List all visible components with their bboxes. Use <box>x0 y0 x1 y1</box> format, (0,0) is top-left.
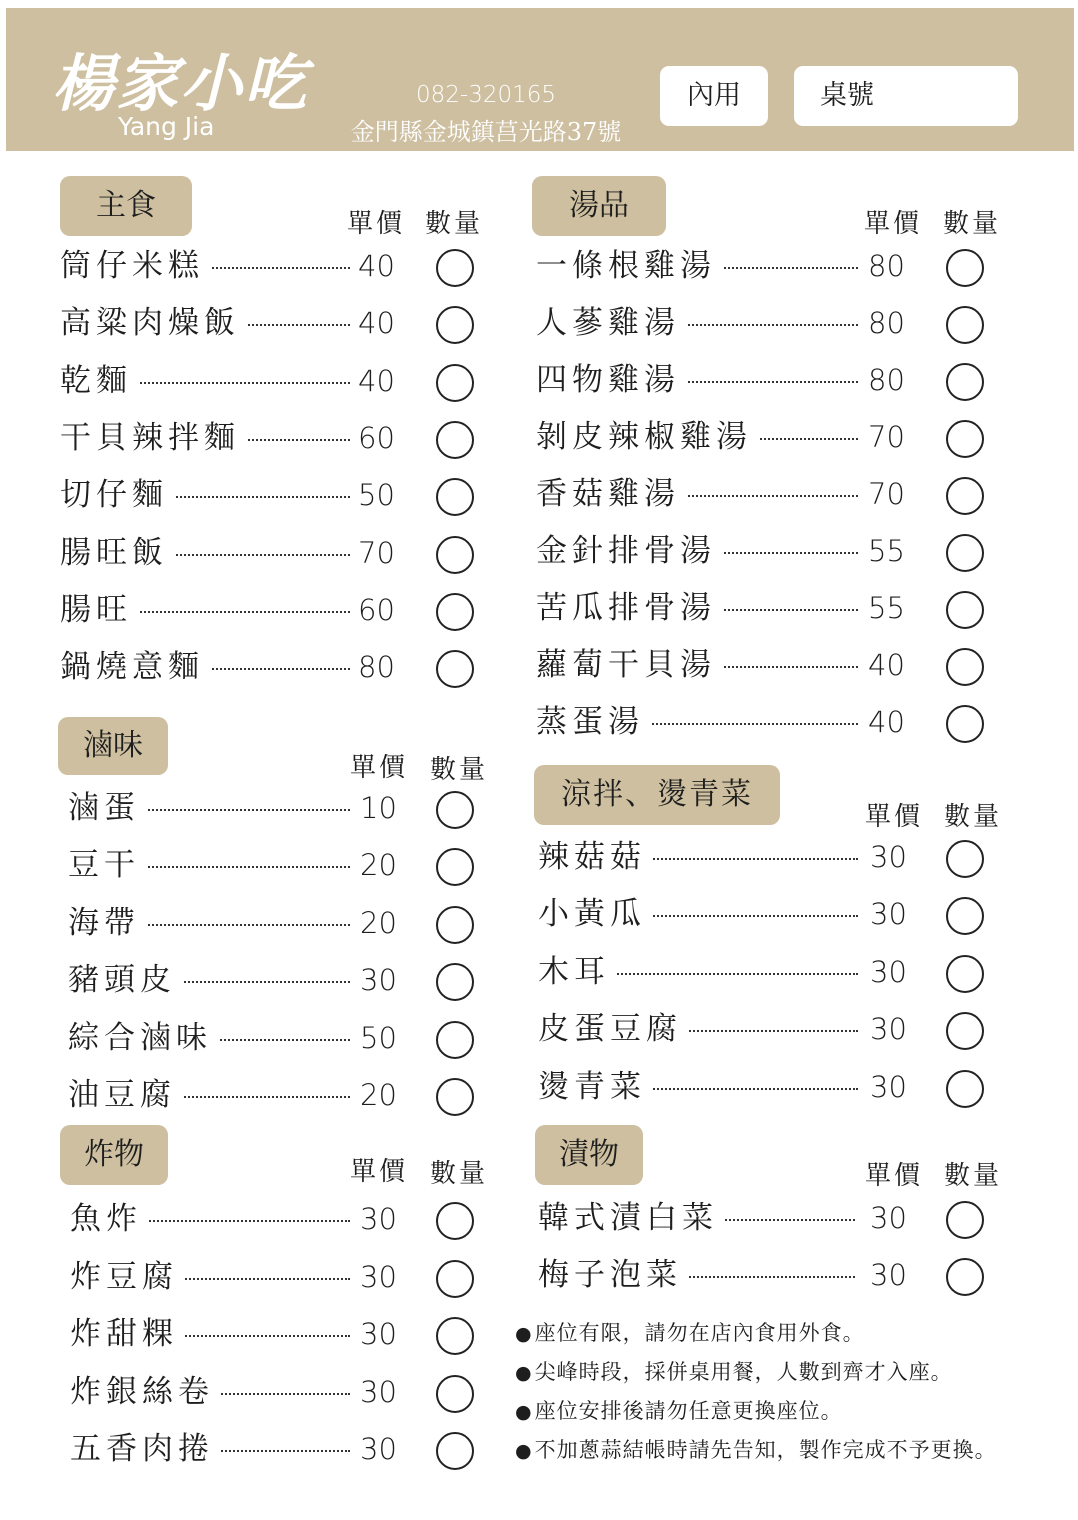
item-name: 高粱肉燥飯 <box>60 303 246 343</box>
quantity-circle[interactable] <box>946 249 984 287</box>
menu-item-row <box>538 1198 986 1238</box>
item-name: 腸旺 <box>60 590 138 630</box>
item-name: 蒸蛋湯 <box>536 702 650 742</box>
item-price: 70 <box>358 536 395 570</box>
menu-item-row <box>538 1009 986 1049</box>
price-header: 單價 <box>864 209 923 239</box>
menu-item-row <box>60 418 476 458</box>
menu-item-row <box>538 1067 986 1107</box>
item-price: 30 <box>870 955 907 989</box>
quantity-circle[interactable] <box>436 1021 474 1059</box>
menu-item-row <box>538 952 986 992</box>
item-price: 20 <box>360 1078 397 1112</box>
qty-header: 數量 <box>943 209 1002 239</box>
quantity-circle[interactable] <box>436 1078 474 1116</box>
item-price: 30 <box>360 1432 397 1466</box>
item-name: 綜合滷味 <box>68 1018 218 1058</box>
menu-item-row <box>60 361 476 401</box>
item-price: 50 <box>360 1021 397 1055</box>
menu-item-row <box>68 845 476 885</box>
item-price: 55 <box>868 534 905 568</box>
note-item: ●座位安排後請勿任意更換座位。 <box>515 1399 843 1423</box>
item-name: 乾麵 <box>60 361 138 401</box>
item-name: 魚炸 <box>70 1199 148 1239</box>
quantity-circle[interactable] <box>436 1260 474 1298</box>
item-name: 燙青菜 <box>538 1067 652 1107</box>
quantity-circle[interactable] <box>436 650 474 688</box>
quantity-circle[interactable] <box>436 848 474 886</box>
item-price: 40 <box>358 249 395 283</box>
item-name: 蘿蔔干貝湯 <box>536 645 722 685</box>
address: 金門縣金城鎮莒光路37號 <box>350 118 622 146</box>
logo-english: Yang Jia <box>118 112 215 141</box>
quantity-circle[interactable] <box>436 306 474 344</box>
qty-header: 數量 <box>430 755 489 785</box>
item-name: 韓式漬白菜 <box>538 1198 724 1238</box>
menu-item-row <box>60 533 476 573</box>
quantity-circle[interactable] <box>946 648 984 686</box>
item-name: 油豆腐 <box>68 1075 182 1115</box>
quantity-circle[interactable] <box>436 421 474 459</box>
quantity-circle[interactable] <box>436 791 474 829</box>
item-price: 30 <box>870 1012 907 1046</box>
item-name: 鍋燒意麵 <box>60 647 210 687</box>
menu-item-row <box>70 1429 476 1469</box>
menu-item-row <box>70 1372 476 1412</box>
item-price: 60 <box>358 421 395 455</box>
dot-leader <box>578 973 858 975</box>
menu-item-row <box>538 894 986 934</box>
menu-item-row <box>68 1018 476 1058</box>
menu-item-row <box>536 303 986 343</box>
menu-item-row <box>538 1255 986 1295</box>
item-name: 干貝辣拌麵 <box>60 418 246 458</box>
menu-item-row <box>536 417 986 457</box>
price-header: 單價 <box>865 1161 924 1191</box>
item-price: 30 <box>360 1202 397 1236</box>
section-title-soup: 湯品 <box>532 176 666 236</box>
quantity-circle[interactable] <box>436 1432 474 1470</box>
quantity-circle[interactable] <box>436 906 474 944</box>
quantity-circle[interactable] <box>946 705 984 743</box>
item-price: 80 <box>358 650 395 684</box>
quantity-circle[interactable] <box>436 249 474 287</box>
item-price: 80 <box>868 363 905 397</box>
quantity-circle[interactable] <box>946 534 984 572</box>
item-price: 20 <box>360 848 397 882</box>
dine-in-checkbox[interactable]: 內用 <box>660 66 768 126</box>
qty-header: 數量 <box>430 1159 489 1189</box>
item-price: 40 <box>868 705 905 739</box>
item-name: 金針排骨湯 <box>536 531 722 571</box>
menu-item-row <box>536 531 986 571</box>
quantity-circle[interactable] <box>946 955 984 993</box>
menu-item-row <box>68 788 476 828</box>
menu-item-row <box>536 246 986 286</box>
section-title-fried: 炸物 <box>60 1125 168 1185</box>
quantity-circle[interactable] <box>436 963 474 1001</box>
qty-header: 數量 <box>944 802 1003 832</box>
menu-item-row <box>536 360 986 400</box>
item-name: 滷蛋 <box>68 788 146 828</box>
menu-item-row <box>60 475 476 515</box>
table-number-field[interactable] <box>794 66 1018 126</box>
price-header: 單價 <box>865 802 924 832</box>
item-name: 苦瓜排骨湯 <box>536 588 722 628</box>
item-price: 80 <box>868 306 905 340</box>
qty-header: 數量 <box>425 209 484 239</box>
section-title-cold: 涼拌、燙青菜 <box>534 765 780 825</box>
item-name: 豆干 <box>68 845 146 885</box>
quantity-circle[interactable] <box>946 897 984 935</box>
phone-number: 082-320165 <box>416 82 556 108</box>
section-title-braised: 滷味 <box>58 717 168 775</box>
item-price: 30 <box>870 1201 907 1235</box>
quantity-circle[interactable] <box>436 364 474 402</box>
item-price: 30 <box>360 963 397 997</box>
section-title-pickled: 漬物 <box>535 1125 643 1185</box>
item-price: 30 <box>870 897 907 931</box>
menu-item-row <box>536 645 986 685</box>
item-name: 皮蛋豆腐 <box>538 1009 688 1049</box>
item-price: 30 <box>360 1375 397 1409</box>
menu-item-row <box>70 1314 476 1354</box>
item-name: 筒仔米糕 <box>60 246 210 286</box>
menu-item-row <box>60 590 476 630</box>
quantity-circle[interactable] <box>436 478 474 516</box>
item-name: 腸旺飯 <box>60 533 174 573</box>
menu-item-row <box>536 588 986 628</box>
section-title-main: 主食 <box>60 176 192 236</box>
menu-item-row <box>60 647 476 687</box>
quantity-circle[interactable] <box>946 591 984 629</box>
item-name: 梅子泡菜 <box>538 1255 688 1295</box>
item-name: 炸甜粿 <box>70 1314 184 1354</box>
item-name: 香菇雞湯 <box>536 474 686 514</box>
menu-item-row <box>68 1075 476 1115</box>
item-price: 50 <box>358 478 395 512</box>
quantity-circle[interactable] <box>946 420 984 458</box>
item-name: 小黃瓜 <box>538 894 652 934</box>
item-name: 炸豆腐 <box>70 1257 184 1297</box>
quantity-circle[interactable] <box>946 477 984 515</box>
quantity-circle[interactable] <box>946 1070 984 1108</box>
quantity-circle[interactable] <box>436 593 474 631</box>
item-name: 四物雞湯 <box>536 360 686 400</box>
price-header: 單價 <box>347 209 406 239</box>
item-name: 剝皮辣椒雞湯 <box>536 417 758 457</box>
item-price: 20 <box>360 906 397 940</box>
item-name: 五香肉捲 <box>70 1429 220 1469</box>
item-price: 30 <box>870 1070 907 1104</box>
item-price: 70 <box>868 477 905 511</box>
item-name: 木耳 <box>538 952 616 992</box>
quantity-circle[interactable] <box>946 306 984 344</box>
item-price: 10 <box>360 791 397 825</box>
price-header: 單價 <box>350 1157 409 1187</box>
note-item: ●不加蔥蒜結帳時請先告知，製作完成不予更換。 <box>515 1438 997 1462</box>
quantity-circle[interactable] <box>946 1201 984 1239</box>
item-name: 切仔麵 <box>60 475 174 515</box>
header-banner <box>6 8 1074 151</box>
quantity-circle[interactable] <box>946 1012 984 1050</box>
item-price: 70 <box>868 420 905 454</box>
note-item: ●尖峰時段，採併桌用餐，人數到齊才入座。 <box>515 1360 953 1384</box>
logo: 楊家小吃 <box>52 47 309 120</box>
quantity-circle[interactable] <box>946 363 984 401</box>
quantity-circle[interactable] <box>436 1375 474 1413</box>
item-price: 40 <box>358 364 395 398</box>
menu-item-row <box>60 303 476 343</box>
item-price: 55 <box>868 591 905 625</box>
price-header: 單價 <box>350 753 409 783</box>
item-name: 炸銀絲卷 <box>70 1372 220 1412</box>
menu-item-row <box>70 1257 476 1297</box>
menu-item-row <box>60 246 476 286</box>
menu-item-row <box>536 474 986 514</box>
quantity-circle[interactable] <box>436 1317 474 1355</box>
quantity-circle[interactable] <box>436 536 474 574</box>
quantity-circle[interactable] <box>436 1202 474 1240</box>
menu-item-row <box>70 1199 476 1239</box>
menu-item-row <box>536 702 986 742</box>
item-price: 30 <box>870 840 907 874</box>
qty-header: 數量 <box>944 1161 1003 1191</box>
item-price: 60 <box>358 593 395 627</box>
item-price: 30 <box>360 1260 397 1294</box>
item-name: 人蔘雞湯 <box>536 303 686 343</box>
menu-item-row <box>68 903 476 943</box>
item-name: 一條根雞湯 <box>536 246 722 286</box>
item-name: 海帶 <box>68 903 146 943</box>
quantity-circle[interactable] <box>946 840 984 878</box>
item-price: 30 <box>870 1258 907 1292</box>
item-price: 80 <box>868 249 905 283</box>
house-rules <box>515 1314 1055 1470</box>
item-name: 豬頭皮 <box>68 960 182 1000</box>
note-item: ●座位有限，請勿在店內食用外食。 <box>515 1321 865 1345</box>
menu-item-row <box>68 960 476 1000</box>
quantity-circle[interactable] <box>946 1258 984 1296</box>
table-number-label: 桌號 <box>820 80 874 111</box>
item-name: 辣菇菇 <box>538 837 652 877</box>
item-price: 40 <box>868 648 905 682</box>
menu-item-row <box>538 837 986 877</box>
item-price: 30 <box>360 1317 397 1351</box>
item-price: 40 <box>358 306 395 340</box>
